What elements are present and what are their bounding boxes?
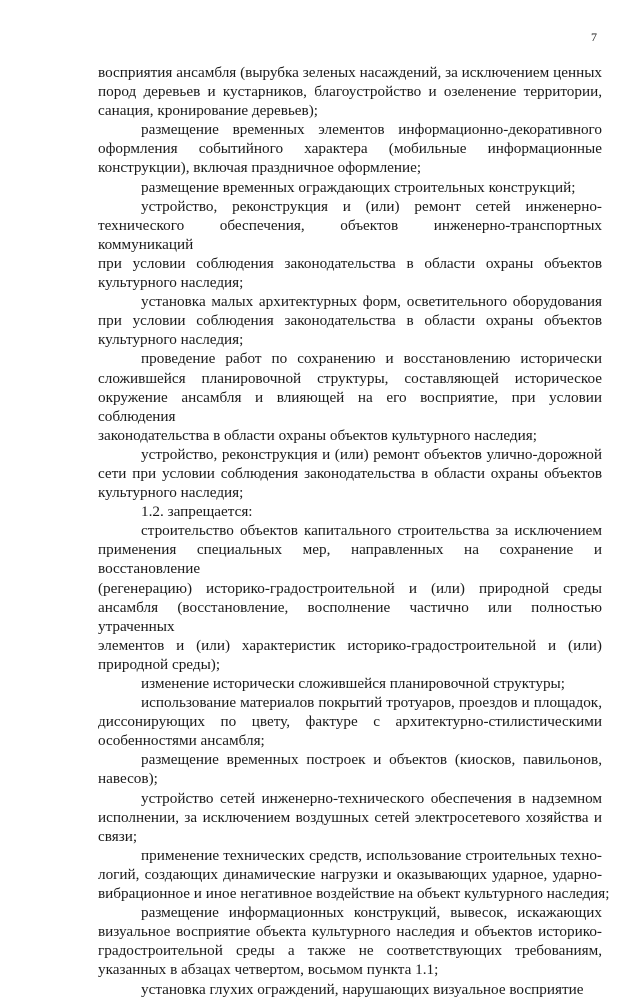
text-line: строительство объектов капитального строительства за исключением [141, 522, 602, 540]
text-line: окружение ансамбля и влияющей на его восприятие, при условии соблюдения [98, 388, 602, 425]
text-line: размещение информационных конструкций, вывесок, искажающих [141, 904, 602, 922]
paragraph [98, 445, 602, 502]
text-line: оформления событийного характера (мобильные информационные [98, 140, 602, 158]
text-line: устройство, реконструкция и (или) ремонт сетей инженерно- [141, 197, 602, 215]
text-line: устройство сетей инженерно-технического обеспечения в надземном [141, 789, 602, 807]
text-line: применения специальных мер, направленных на сохранение и восстановление [98, 541, 602, 578]
paragraph [98, 789, 602, 846]
paragraph [98, 903, 602, 979]
text-line: размещение временных построек и объектов (киосков, павильонов, [141, 751, 602, 769]
text-line: сложившейся планировочной структуры, составляющей историческое [98, 369, 602, 387]
paragraph [98, 521, 602, 674]
text-line: указанных в абзацах четвертом, восьмом пункта 1.1; [98, 961, 439, 979]
text-line: применение технических средств, использование строительных техно- [141, 846, 602, 864]
text-line: пород деревьев и кустарников, благоустройство и озеленение территории, [98, 83, 602, 101]
text-line: логий, создающих динамические нагрузки и оказывающих ударное, ударно- [98, 865, 602, 883]
text-line: диссонирующих по цвету, фактуре с архитектурно-стилистическими [98, 713, 602, 731]
paragraph [98, 120, 602, 177]
paragraph [98, 197, 602, 292]
paragraph [98, 292, 602, 349]
text-line: культурного наследия; [98, 484, 244, 502]
text-line: особенностями ансамбля; [98, 732, 265, 750]
text-line: восприятия ансамбля (вырубка зеленых насаждений, за исключением ценных [98, 64, 602, 81]
text-line: использование материалов покрытий тротуаров, проездов и площадок, [141, 694, 602, 712]
paragraph [98, 750, 602, 788]
text-line: (регенерацию) историко-градостроительной и (или) природной среды [98, 579, 602, 597]
text-line: исполнении, за исключением воздушных сетей электросетевого хозяйства и [98, 808, 602, 826]
text-line: вибрационное и иное негативное воздействие на объект культурного наследия; [98, 885, 610, 903]
text-line: при условии соблюдения законодательства в области охраны объектов [98, 312, 602, 330]
text-line: визуальное восприятие объекта культурного наследия и объектов историко- [98, 923, 602, 941]
text-line: при условии соблюдения законодательства в области охраны объектов [98, 254, 602, 272]
paragraph [98, 349, 602, 444]
text-line: навесов); [98, 770, 158, 788]
page-number: 7 [591, 30, 597, 44]
document-body [98, 63, 610, 999]
text-line: технического обеспечения, объектов инженерно-транспортных коммуникаций [98, 216, 602, 253]
text-line: 1.2. запрещается: [141, 503, 253, 521]
text-line: элементов и (или) характеристик историко-градостроительной и (или) [98, 636, 602, 654]
text-line: сети при условии соблюдения законодательства в области охраны объектов [98, 464, 602, 482]
text-line: культурного наследия; [98, 274, 244, 292]
text-line: устройство, реконструкция и (или) ремонт объектов улично-дорожной [141, 445, 602, 463]
text-line: законодательства в области охраны объектов культурного наследия; [98, 426, 537, 444]
paragraph [98, 693, 602, 750]
text-line: конструкции), включая праздничное оформление; [98, 159, 422, 177]
text-line: размещение временных элементов информационно-декоративного [141, 121, 602, 139]
paragraph [98, 674, 602, 693]
paragraph [98, 846, 610, 903]
text-line: природной среды); [98, 655, 221, 673]
paragraph [98, 178, 602, 197]
text-line: изменение исторически сложившейся планировочной структуры; [141, 675, 565, 692]
paragraph [98, 502, 602, 521]
text-line: проведение работ по сохранению и восстановлению исторически [141, 350, 602, 368]
text-line: санация, кронирование деревьев); [98, 102, 318, 120]
text-line: размещение временных ограждающих строительных конструкций; [141, 178, 576, 196]
text-line: ансамбля (восстановление, восполнение частично или полностью утраченных [98, 598, 602, 635]
text-line: градостроительной среды а также не соответствующих требованиям, [98, 942, 602, 960]
paragraph [98, 980, 602, 999]
paragraph [98, 63, 602, 120]
text-line: установка глухих ограждений, нарушающих визуальное восприятие [141, 980, 584, 998]
text-line: культурного наследия; [98, 331, 244, 349]
text-line: связи; [98, 827, 138, 845]
text-line: установка малых архитектурных форм, осветительного оборудования [141, 293, 602, 311]
